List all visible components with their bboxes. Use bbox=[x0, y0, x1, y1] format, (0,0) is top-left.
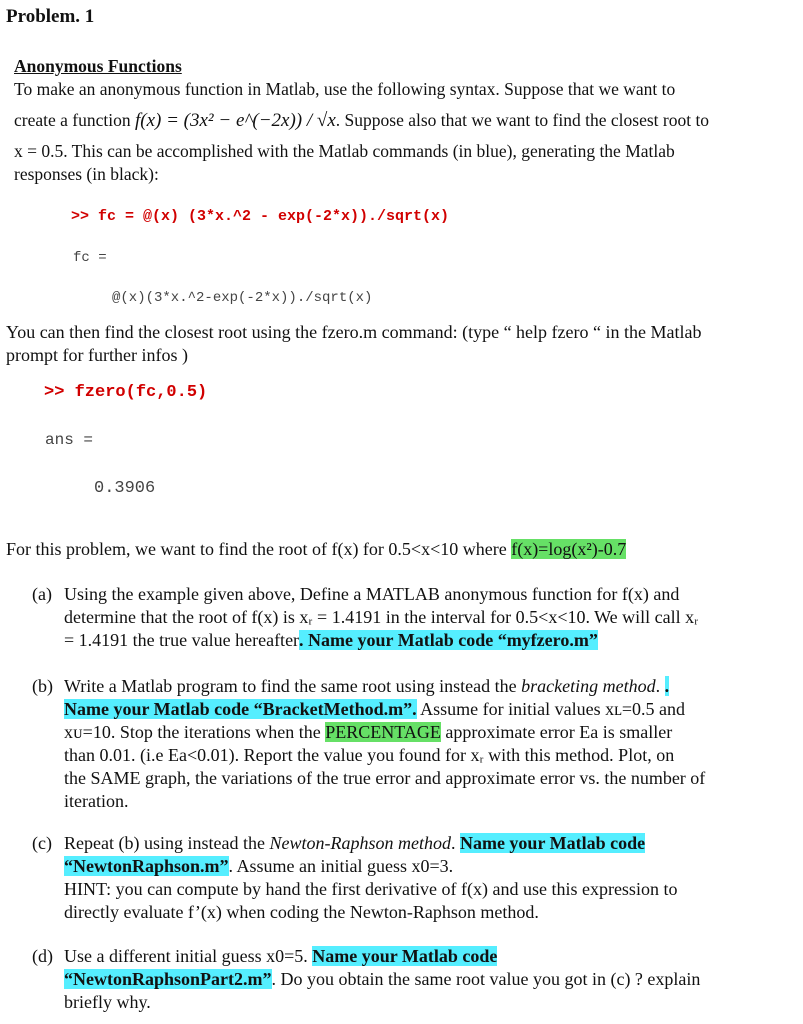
formula: f(x) = (3x² − e^(−2x)) / √x bbox=[134, 110, 336, 131]
item-d-line-2: “NewtonRaphsonPart2.m”. Do you obtain the same root value you got in (c) ? explain bbox=[64, 969, 701, 989]
item-a-line-2: determine that the root of f(x) is xᵣ = 1.4191 in the interval for 0.5<x<10. We will call xᵣ bbox=[64, 607, 699, 627]
item-d-filename-highlight: “NewtonRaphsonPart2.m” bbox=[64, 969, 272, 989]
item-c-label: (c) bbox=[32, 833, 52, 853]
item-b-line-5: the SAME graph, the variations of the true error and approximate error vs. the number of bbox=[64, 768, 706, 788]
item-c-line-4: directly evaluate f’(x) when coding the Newton-Raphson method. bbox=[64, 902, 539, 922]
item-d-name-highlight: Name your Matlab code bbox=[312, 946, 498, 966]
percentage-highlight: PERCENTAGE bbox=[325, 722, 441, 742]
item-b-line-4: than 0.01. (i.e Ea<0.01). Report the value you found for xᵣ with this method. Plot, on bbox=[64, 745, 675, 765]
item-a-filename-highlight: . Name your Matlab code “myfzero.m” bbox=[299, 630, 598, 650]
item-c-line-2: “NewtonRaphson.m”. Assume an initial guess x0=3. bbox=[64, 856, 454, 876]
item-b-label: (b) bbox=[32, 676, 53, 696]
section-heading: Anonymous Functions bbox=[14, 56, 182, 76]
item-b-line-6: iteration. bbox=[64, 791, 129, 811]
code-fzero-call: >> fzero(fc,0.5) bbox=[44, 383, 208, 402]
item-a-line-1: Using the example given above, Define a MATLAB anonymous function for f(x) and bbox=[64, 584, 680, 604]
item-c-line-3: HINT: you can compute by hand the first derivative of f(x) and use this expression to bbox=[64, 879, 678, 899]
item-c-line-1: Repeat (b) using instead the Newton-Raphson method. Name your Matlab code bbox=[64, 833, 646, 853]
item-b-line-1: Write a Matlab program to find the same root using instead the bracketing method. . bbox=[64, 676, 670, 696]
intro-line-2: create a function f(x) = (3x² − e^(−2x)) / √x. Suppose also that we want to find the closest root to bbox=[14, 110, 710, 131]
item-d-line-3: briefly why. bbox=[64, 992, 151, 1012]
item-c-filename-highlight: “NewtonRaphson.m” bbox=[64, 856, 229, 876]
item-a bbox=[32, 583, 792, 655]
item-a-line-3: = 1.4191 the true value hereafter. Name your Matlab code “myfzero.m” bbox=[64, 630, 598, 650]
function-highlight: f(x)=log(x²)-0.7 bbox=[511, 539, 627, 559]
item-b-filename-highlight: Name your Matlab code “BracketMethod.m”. bbox=[64, 699, 417, 719]
item-b-line-3: xᴜ=10. Stop the iterations when the PERCENTAGE approximate error Ea is smaller bbox=[64, 722, 673, 742]
code-ans-label: ans = bbox=[45, 431, 94, 449]
item-c bbox=[32, 832, 792, 927]
item-b bbox=[32, 675, 792, 815]
code-ans-value: 0.3906 bbox=[94, 479, 156, 498]
intro-line-1: To make an anonymous function in Matlab, use the following syntax. Suppose that we want to bbox=[14, 79, 676, 99]
code-fc-definition: >> fc = @(x) (3*x.^2 - exp(-2*x))./sqrt(x) bbox=[71, 208, 450, 225]
fzero-text-line-2: prompt for further infos ) bbox=[6, 345, 188, 365]
item-d-label: (d) bbox=[32, 946, 53, 966]
item-c-name-highlight: Name your Matlab code bbox=[459, 833, 646, 853]
intro-line-3: x = 0.5. This can be accomplished with the Matlab commands (in blue), generating the Matlab bbox=[14, 141, 675, 161]
item-b-line-2: Name your Matlab code “BracketMethod.m”. Assume for initial values xʟ=0.5 and bbox=[64, 699, 685, 719]
fzero-text-line-1: You can then find the closest root using the fzero.m command: (type “ help fzero “ in the Matlab bbox=[6, 322, 702, 342]
item-a-label: (a) bbox=[32, 584, 52, 604]
code-fc-echo: @(x)(3*x.^2-exp(-2*x))./sqrt(x) bbox=[112, 290, 373, 306]
code-fc-label: fc = bbox=[73, 250, 107, 266]
item-d-line-1: Use a different initial guess x0=5. Name your Matlab code bbox=[64, 946, 498, 966]
intro-line-4: responses (in black): bbox=[14, 164, 159, 184]
problem-title: Problem. 1 bbox=[6, 6, 95, 27]
problem-statement: For this problem, we want to find the root of f(x) for 0.5<x<10 where f(x)=log(x²)-0.7 bbox=[6, 539, 627, 559]
item-d bbox=[32, 945, 792, 1017]
intro-paragraph bbox=[14, 55, 789, 186]
